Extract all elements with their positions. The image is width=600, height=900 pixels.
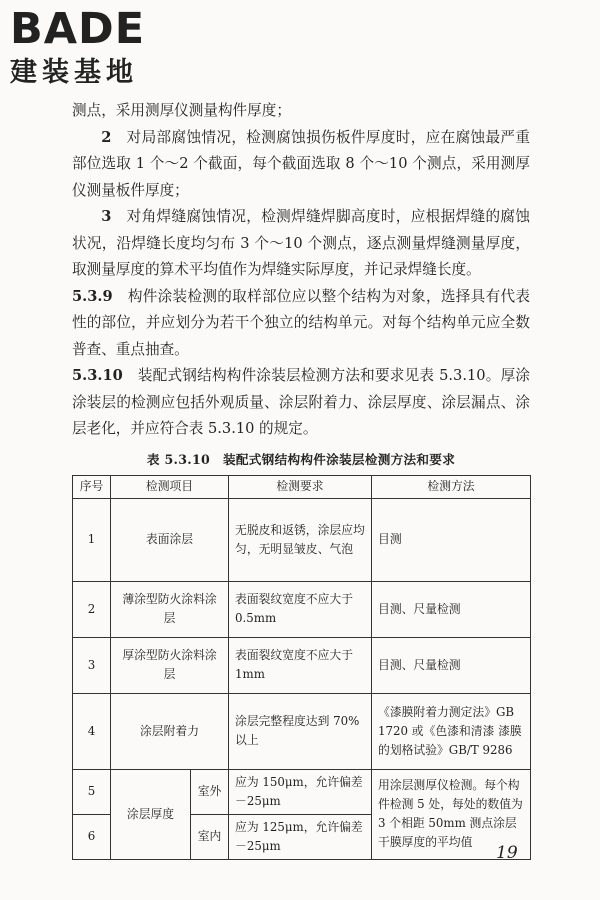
row-number: 5 bbox=[73, 769, 111, 814]
inspection-method: 目测 bbox=[372, 498, 531, 581]
item-number: 2 bbox=[101, 128, 112, 146]
row-number: 2 bbox=[73, 581, 111, 637]
logo bbox=[10, 6, 145, 90]
inspection-requirement: 无脱皮和返锈，涂层应均匀，无明显皱皮、气泡 bbox=[229, 498, 372, 581]
table-row bbox=[73, 637, 531, 693]
paragraph: 测点，采用测厚仪测量构件厚度； bbox=[72, 102, 291, 119]
clause-number: 5.3.9 bbox=[72, 287, 113, 305]
row-number: 4 bbox=[73, 693, 111, 769]
inspection-method: 目测、尺量检测 bbox=[372, 637, 531, 693]
table-title: 表 5.3.10 装配式钢结构构件涂装层检测方法和要求 bbox=[146, 451, 456, 467]
inspection-requirement: 表面裂纹宽度不应大于 0.5mm bbox=[229, 581, 372, 637]
header-cell: 检测方法 bbox=[372, 475, 531, 498]
inspection-requirement: 应为 150μm，允许偏差－25μm bbox=[229, 769, 372, 814]
header-cell: 检测项目 bbox=[111, 475, 229, 498]
inspection-subitem: 室内 bbox=[191, 814, 229, 859]
table-row bbox=[73, 581, 531, 637]
table-row bbox=[73, 769, 531, 814]
logo-subtitle: 建装基地 bbox=[10, 57, 138, 88]
inspection-item: 涂层附着力 bbox=[111, 693, 229, 769]
paragraph bbox=[72, 204, 530, 284]
inspection-table bbox=[72, 475, 531, 860]
item-number: 3 bbox=[101, 208, 112, 225]
paragraph-text: 构件涂装检测的取样部位应以整个结构为对象，选择具有代表性的部位，并应划分为若干个独立的结构单元。对每个结构单元应全数普查、重点抽查。 bbox=[72, 287, 530, 358]
inspection-requirement: 应为 125μm，允许偏差－25μm bbox=[229, 814, 372, 859]
paragraph bbox=[72, 125, 530, 205]
logo-text: BADE bbox=[10, 4, 146, 54]
table-row bbox=[73, 498, 531, 581]
inspection-item: 表面涂层 bbox=[111, 498, 229, 581]
paragraph-text: 对局部腐蚀情况，检测腐蚀损伤板件厚度时，应在腐蚀最严重部位选取 1 个～2 个截面，每个截面选取 8 个～10 个测点，采用测厚仪测量板件厚度； bbox=[72, 128, 530, 199]
inspection-method: 目测、尺量检测 bbox=[372, 581, 531, 637]
header-cell: 序号 bbox=[73, 475, 111, 498]
header-cell: 检测要求 bbox=[229, 475, 372, 498]
row-number: 1 bbox=[73, 498, 111, 581]
row-number: 3 bbox=[73, 637, 111, 693]
inspection-item: 厚涂型防火涂料涂层 bbox=[111, 637, 229, 693]
table-header-row bbox=[73, 475, 531, 498]
inspection-requirement: 表面裂纹宽度不应大于 1mm bbox=[229, 637, 372, 693]
paragraph bbox=[72, 363, 530, 443]
inspection-method: 用涂层测厚仪检测。每个构件检测 5 处，每处的数值为 3 个相距 50mm 测点涂层干膜厚度的平均值 bbox=[372, 769, 531, 859]
page-number: 19 bbox=[496, 843, 518, 863]
inspection-item: 薄涂型防火涂料涂层 bbox=[111, 581, 229, 637]
paragraph-text: 装配式钢结构构件涂装层检测方法和要求见表 5.3.10。厚涂涂装层的检测应包括外观质量、涂层附着力、涂层厚度、涂层漏点、涂层老化，并应符合表 5.3.10 的规定。 bbox=[72, 367, 530, 437]
row-number: 6 bbox=[73, 814, 111, 859]
inspection-subitem: 室外 bbox=[191, 769, 229, 814]
clause-number: 5.3.10 bbox=[72, 367, 123, 384]
inspection-method: 《漆膜附着力测定法》GB 1720 或《色漆和清漆 漆膜的划格试验》GB/T 9286 bbox=[372, 693, 531, 769]
inspection-item: 涂层厚度 bbox=[111, 769, 191, 859]
table-row bbox=[73, 693, 531, 769]
paragraph-text: 对角焊缝腐蚀情况，检测焊缝焊脚高度时，应根据焊缝的腐蚀状况，沿焊缝长度均匀布 3 个～10 个测点，逐点测量焊缝测量厚度，取测量厚度的算术平均值作为焊缝实际厚度，并记录焊缝长度。 bbox=[72, 208, 530, 278]
paragraph bbox=[72, 284, 530, 364]
page-content bbox=[72, 98, 530, 860]
inspection-requirement: 涂层完整程度达到 70%以上 bbox=[229, 693, 372, 769]
